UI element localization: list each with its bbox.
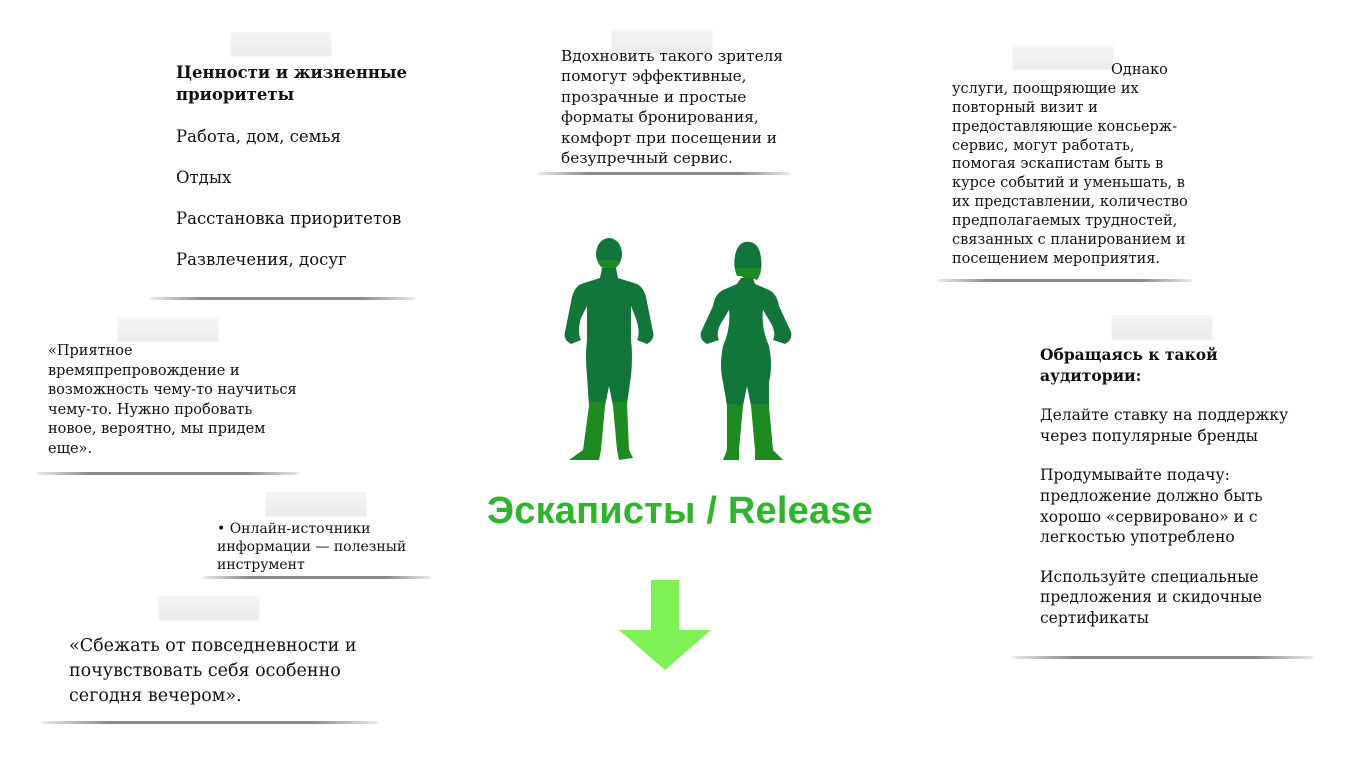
tape — [1013, 45, 1113, 69]
tape — [266, 492, 366, 516]
audience-heading: Обращаясь к такой аудитории: — [1040, 345, 1218, 385]
values-item: Развлечения, досуг — [176, 250, 347, 270]
values-item: Работа, дом, семья — [176, 126, 341, 146]
people-figures-icon — [555, 236, 815, 466]
divider — [938, 279, 1192, 282]
tape — [231, 32, 331, 56]
tape — [1112, 315, 1212, 339]
online-text: • Онлайн-источники информации — полезный инструмент — [217, 521, 407, 574]
audience-item: Продумывайте подачу: предложение должно быть хорошо «сервировано» и с легкостью употреблено — [1040, 466, 1263, 547]
quote-text: «Приятное времяпрепровождение и возможность чему-то научиться чему-то. Нужно пробовать новое, вероятно, мы придем еще». — [48, 343, 297, 457]
values-item: Отдых — [176, 167, 232, 187]
divider — [1012, 656, 1314, 659]
divider — [203, 576, 431, 579]
divider — [150, 297, 415, 300]
services-lead: Однако — [1111, 62, 1168, 78]
audience-item: Используйте специальные предложения и скидочные сертификаты — [1040, 567, 1262, 628]
arrow-down-icon — [617, 580, 713, 672]
escape-text: «Сбежать от повседневности и почувствовать себя особенно сегодня вечером». — [69, 636, 357, 706]
divider — [538, 172, 790, 175]
divider — [42, 721, 378, 724]
values-text — [176, 62, 416, 291]
inspire-text: Вдохновить такого зрителя помогут эффективные, прозрачные и простые форматы бронирования, комфорт при посещении и безупречный сервис. — [561, 47, 784, 168]
male-figure — [565, 238, 654, 460]
services-text: услуги, поощряющие их повторный визит и предоставляющие консьерж-сервис, могут работать, помогая эскапистам быть в курсе событий и уменьшать, в их представлении, количество предполагаемых трудностей, связанных с планированием и посещением мероприятия. — [952, 81, 1188, 267]
values-heading: Ценности и жизненные приоритеты — [176, 63, 408, 105]
tape — [159, 596, 259, 620]
female-figure — [701, 242, 792, 460]
segment-title: Эскаписты / Release — [487, 490, 873, 532]
audience-item: Делайте ставку на поддержку через популярные бренды — [1040, 406, 1289, 445]
values-item: Расстановка приоритетов — [176, 209, 402, 229]
divider — [37, 472, 300, 475]
audience-text — [1040, 345, 1290, 648]
tape — [118, 317, 218, 341]
